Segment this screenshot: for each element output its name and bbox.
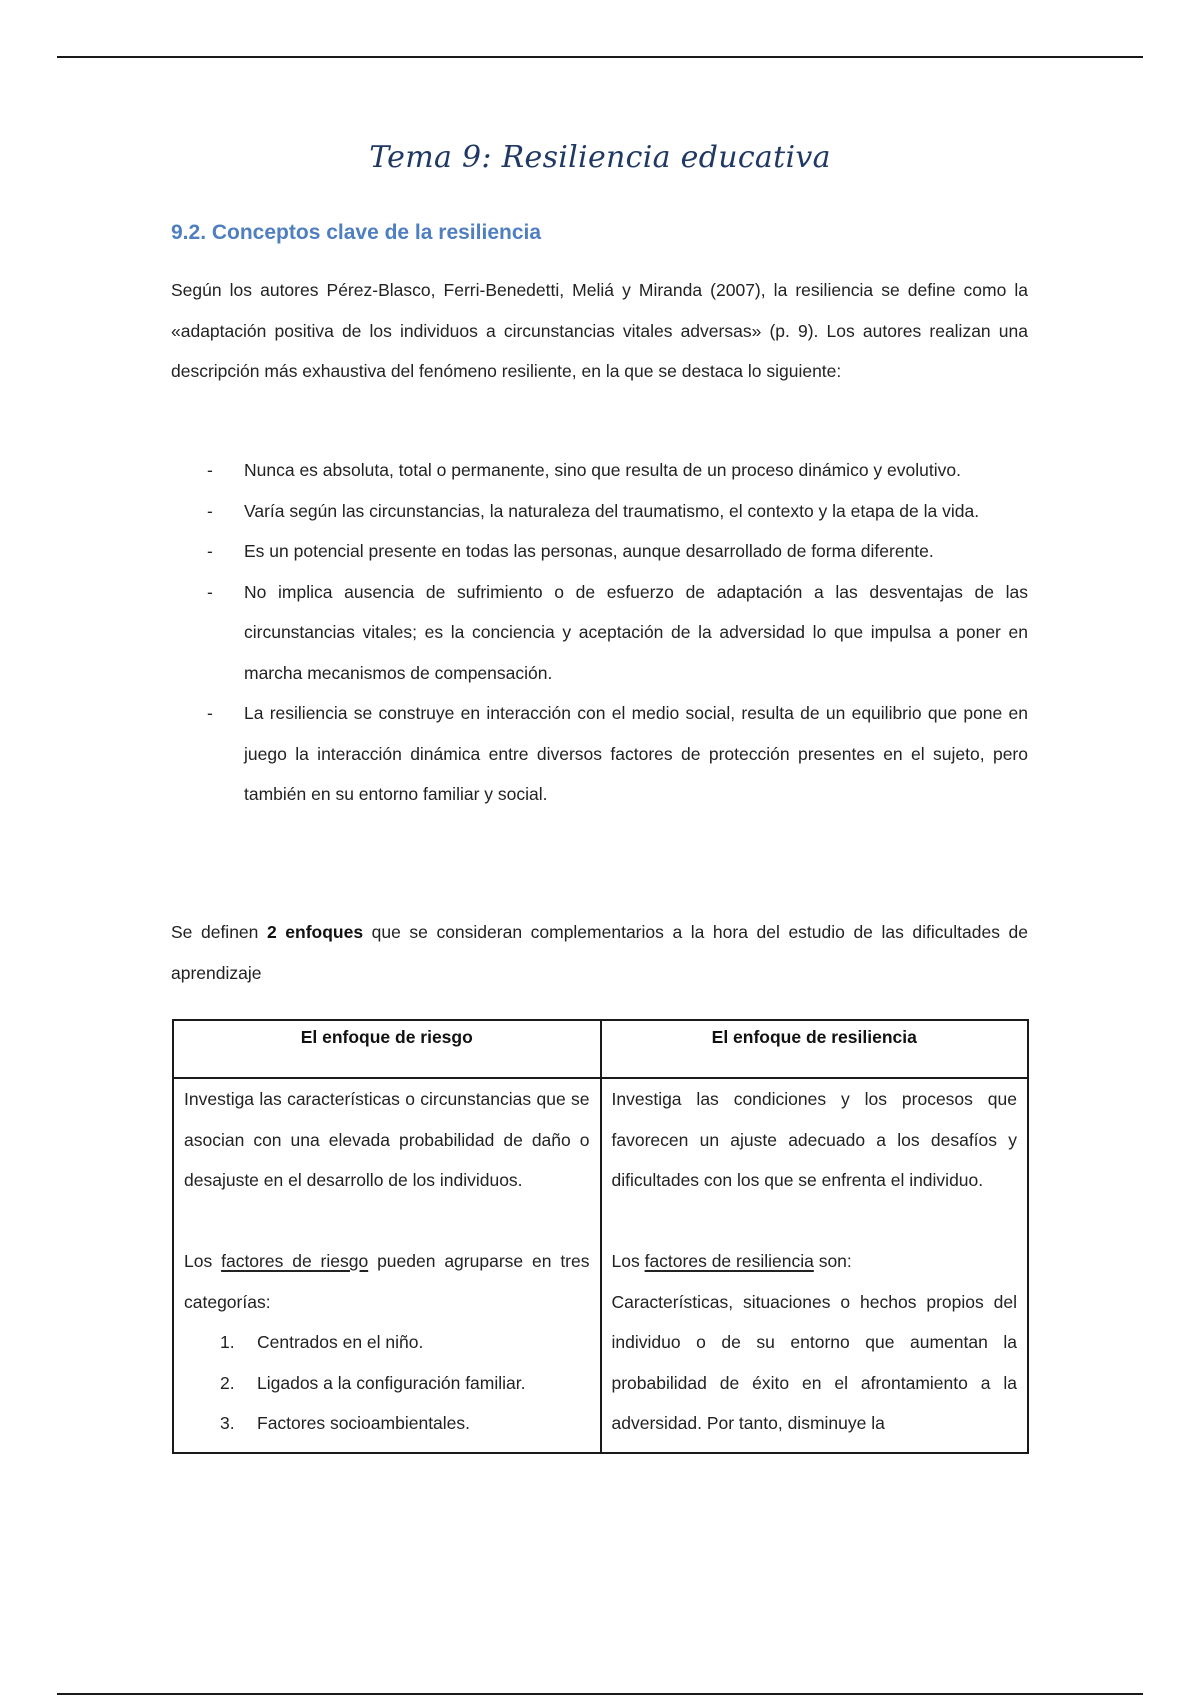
list-item (184, 1403, 590, 1444)
list-item (171, 491, 1028, 532)
enfoques-text-after: que se consideran complementarios a la hora del estudio de las dificultades de aprendizaje (171, 922, 1029, 983)
section-heading: 9.2. Conceptos clave de la resiliencia (171, 221, 542, 244)
risk-description: Investiga las características o circunstancias que se asocian con una elevada probabilidad de daño o desajuste en el desarrollo de los individuos. (184, 1089, 590, 1190)
characteristics-list (171, 450, 1028, 815)
resilience-description: Investiga las condiciones y los procesos que favorecen un ajuste adecuado a los desafíos y dificultades con los que se enfrenta el individuo. (611, 1089, 1017, 1190)
risk-approach-cell (173, 1078, 601, 1453)
enfoques-paragraph (171, 912, 1028, 993)
risk-factors-before: Los (184, 1251, 222, 1271)
resilience-factors-after: son: (813, 1251, 852, 1271)
table-row (173, 1078, 1028, 1453)
risk-categories-list (184, 1322, 590, 1444)
list-item-text: Es un potencial presente en todas las personas, aunque desarrollado de forma diferente. (244, 541, 934, 561)
dash-bullet: - (207, 541, 213, 561)
item-number: 1. (220, 1332, 235, 1352)
page-title: Tema 9: Resiliencia educativa (369, 140, 831, 175)
category-text: Ligados a la configuración familiar. (257, 1372, 526, 1393)
resilience-factors-term: factores de resiliencia (644, 1251, 814, 1271)
header-risk-approach: El enfoque de riesgo (173, 1020, 601, 1078)
resilience-factors-before: Los (611, 1251, 645, 1271)
header-resilience-approach: El enfoque de resiliencia (601, 1020, 1029, 1078)
risk-factors-term: factores de riesgo (221, 1251, 369, 1271)
list-item-text: No implica ausencia de sufrimiento o de esfuerzo de adaptación a las desventajas de las circunstancias vitales; es la conciencia y aceptación de la adversidad lo que impulsa a poner en marcha mecanismos de compensación. (244, 581, 1028, 683)
risk-factors-after: pueden agruparse en tres categorías: (184, 1251, 590, 1312)
enfoques-count: 2 enfoques (266, 922, 364, 942)
resilience-approach-cell (601, 1078, 1029, 1453)
item-number: 3. (220, 1413, 235, 1433)
list-item-text: La resiliencia se construye en interacción con el medio social, resulta de un equilibrio que pone en juego la interacción dinámica entre diversos factores de protección presentes en el sujeto, pero también en su entorno familiar y social. (244, 703, 1028, 804)
dash-bullet: - (207, 500, 213, 521)
approaches-table (172, 1019, 1029, 1454)
dash-bullet: - (207, 703, 213, 723)
spacer (184, 1201, 590, 1242)
list-item (171, 450, 1028, 491)
list-item (184, 1363, 590, 1404)
item-number: 2. (220, 1372, 235, 1393)
dash-bullet: - (207, 581, 213, 602)
risk-factors-intro (184, 1241, 590, 1322)
resilience-factors-text: Características, situaciones o hechos propios del individuo o de su entorno que aumentan la probabilidad de éxito en el afrontamiento a la adversidad. Por tanto, disminuye la (611, 1291, 1017, 1433)
list-item (171, 693, 1028, 815)
list-item (171, 531, 1028, 572)
category-text: Factores socioambientales. (257, 1413, 471, 1433)
table-header-row (173, 1020, 1028, 1078)
intro-paragraph: Según los autores Pérez-Blasco, Ferri-Benedetti, Meliá y Miranda (2007), la resiliencia se define como la «adaptación positiva de los individuos a circunstancias vitales adversas» (p. 9). Los autores realizan una descripción más exhaustiva del fenómeno resiliente, en la que se destaca lo siguiente: (171, 280, 1028, 381)
spacer (612, 1201, 1018, 1242)
category-text: Centrados en el niño. (257, 1332, 424, 1352)
list-item-text: Varía según las circunstancias, la naturaleza del traumatismo, el contexto y la etapa de la vida. (244, 500, 980, 521)
list-item (171, 572, 1028, 694)
list-item-text: Nunca es absoluta, total o permanente, sino que resulta de un proceso dinámico y evolutivo. (244, 460, 961, 480)
enfoques-text-before: Se definen (171, 922, 267, 942)
resilience-factors-intro (612, 1241, 1018, 1282)
dash-bullet: - (207, 460, 213, 480)
list-item (184, 1322, 590, 1363)
footer-rule (57, 1693, 1143, 1695)
header-rule (57, 56, 1143, 58)
